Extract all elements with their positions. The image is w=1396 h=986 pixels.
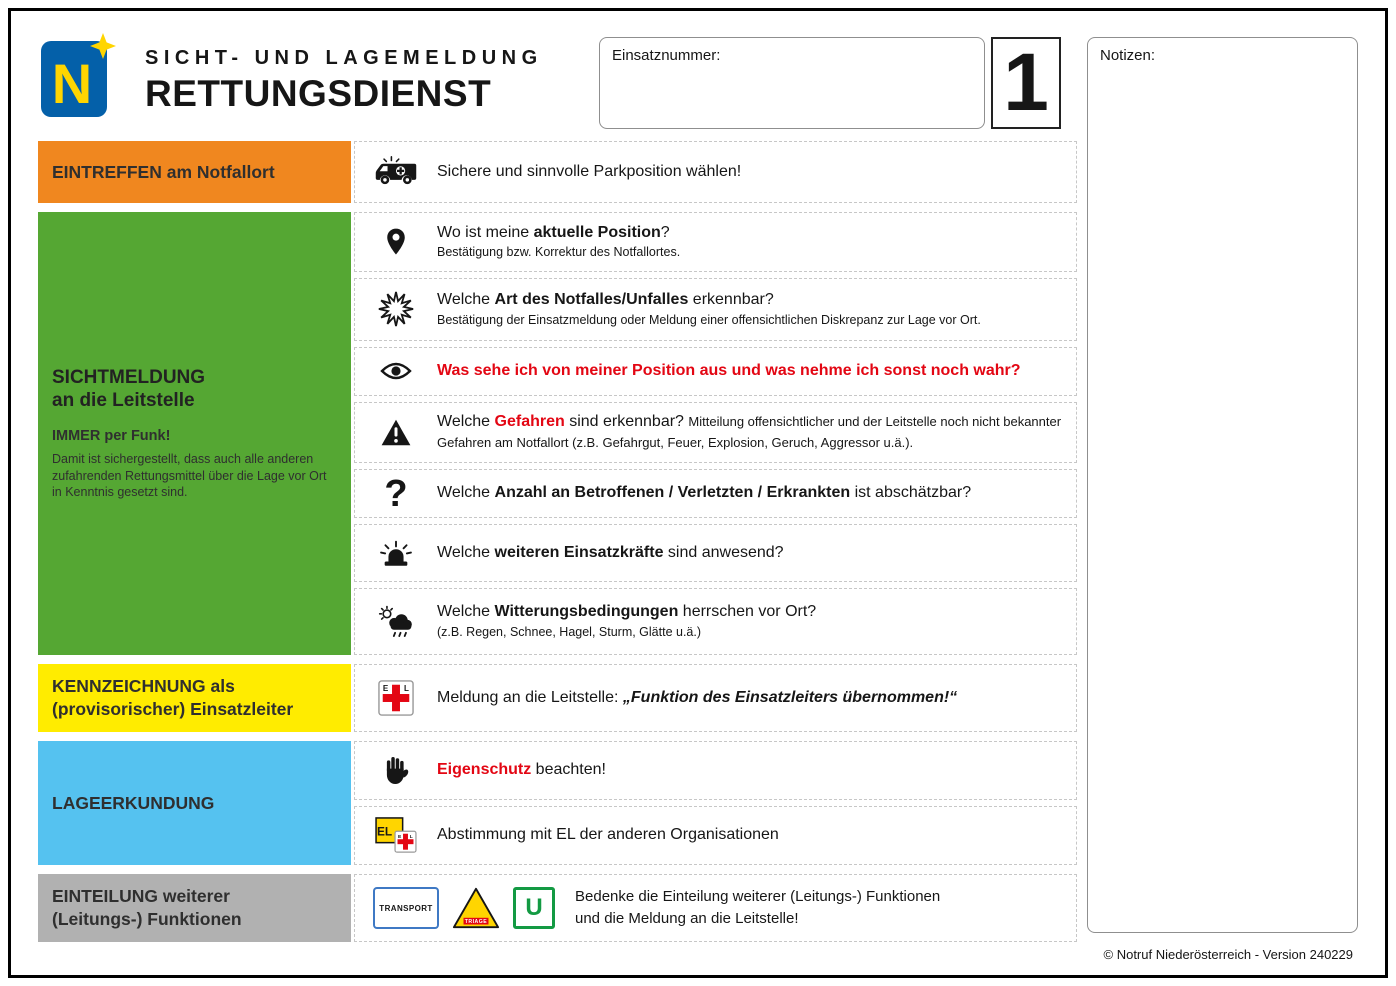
copyright-line: © Notruf Niederösterreich - Version 240229: [1103, 947, 1353, 962]
checklist-row-parkposition: [354, 141, 1077, 203]
row-text: Abstimmung mit EL der anderen Organisationen: [437, 826, 779, 844]
weather-sun-cloud-rain-icon: [367, 605, 425, 639]
checklist-row-eigenschutz: [354, 741, 1077, 800]
section-label-line1: EINTEILUNG weiterer: [52, 886, 230, 907]
section-label-subtitle: an die Leitstelle: [52, 390, 195, 412]
row-subtext: Bestätigung der Einsatzmeldung oder Meldung einer offensichtlichen Diskrepanz zur Lage vor Ort.: [437, 312, 981, 327]
section-lageerkundung: [38, 741, 1077, 865]
warning-triangle-icon: [367, 418, 425, 447]
section-label-text: LAGEERKUNDUNG: [52, 792, 215, 813]
svg-text:L: L: [409, 834, 413, 840]
checklist-row-abstimmung: [354, 806, 1077, 865]
section-label-title: SICHTMELDUNG: [52, 367, 206, 389]
el-cross-icon: [367, 680, 425, 716]
svg-text:EL: EL: [377, 824, 393, 839]
function-badges: [373, 886, 555, 930]
section-eintreffen: [38, 141, 1077, 203]
section-kennzeichnung: [38, 664, 1077, 732]
row-text-line2: und die Meldung an die Leitstelle!: [575, 910, 799, 927]
svg-text:TRIAGE: TRIAGE: [464, 919, 488, 926]
section-label-line1: KENNZEICHNUNG als: [52, 676, 235, 697]
document-title: RETTUNGSDIENST: [145, 73, 492, 114]
row-text: Welche weiteren Einsatzkräfte sind anwesend?: [437, 543, 784, 561]
section-label-text: EINTREFFEN am Notfallort: [52, 161, 275, 182]
section-label-kennzeichnung: [38, 664, 351, 732]
row-subtext: Bestätigung bzw. Korrektur des Notfallortes.: [437, 245, 681, 260]
notes-label: Notizen:: [1100, 47, 1156, 64]
eye-icon: [367, 360, 425, 382]
ambulance-icon: [367, 154, 425, 190]
title-block: [145, 47, 543, 115]
section-label-line2: (provisorischer) Einsatzleiter: [52, 699, 294, 719]
checklist-body: [38, 141, 1077, 942]
checklist-row-einsatzleiter-meldung: [354, 664, 1077, 732]
location-pin-icon: [367, 226, 425, 258]
row-text: Welche Witterungsbedingungen herrschen vor Ort?: [437, 603, 817, 621]
document-subtitle: SICHT- UND LAGEMELDUNG: [145, 47, 543, 69]
svg-text:N: N: [51, 52, 93, 115]
row-text: Welche Gefahren sind erkennbar? Mitteilung offensichtlicher und der Leitstelle noch nicht bekannter Gefahren am Notfallort (z.B. Gefahrgut, Feuer, Explosion, Geruch, Aggressor u.ä.).: [437, 412, 1062, 450]
section-sichtmeldung: [38, 212, 1077, 655]
svg-text:E: E: [398, 834, 402, 840]
section-label-line2: (Leitungs-) Funktionen: [52, 909, 242, 929]
notes-panel[interactable]: [1087, 37, 1358, 933]
section-einteilung: [38, 874, 1077, 942]
checklist-row-einsatzkraefte: [354, 524, 1077, 582]
row-text: Meldung an die Leitstelle: „Funktion des Einsatzleiters übernommen!“: [437, 688, 958, 706]
checklist-row-position: [354, 212, 1077, 272]
row-text: Wo ist meine aktuelle Position?: [437, 223, 670, 241]
stop-hand-icon: [367, 756, 425, 785]
row-subtext: (z.B. Regen, Schnee, Hagel, Sturm, Glätte u.ä.): [437, 625, 702, 640]
checklist-row-witterung: [354, 588, 1077, 655]
question-mark-icon: ?: [384, 472, 408, 515]
checklist-row-anzahl: [354, 469, 1077, 518]
einsatznummer-field[interactable]: [599, 37, 985, 129]
u-badge-icon: U: [513, 887, 555, 929]
checklist-row-art: [354, 278, 1077, 341]
row-text: Welche Anzahl an Betroffenen / Verletzten / Erkrankten ist abschätzbar?: [437, 484, 972, 502]
row-text: Was sehe ich von meiner Position aus und was nehme ich sonst noch wahr?: [437, 362, 1021, 379]
triage-triangle-icon: [452, 886, 500, 930]
niederoesterreich-logo-icon: [41, 33, 117, 122]
page-number: 1: [991, 37, 1061, 129]
row-text: Eigenschutz beachten!: [437, 761, 606, 779]
beacon-light-icon: [367, 538, 425, 568]
checklist-row-sicht: [354, 347, 1077, 396]
el-badge-icon: [367, 817, 425, 855]
row-text: Welche Art des Notfalles/Unfalles erkennbar?: [437, 291, 774, 309]
explosion-burst-icon: [367, 291, 425, 327]
section-label-lageerkundung: [38, 741, 351, 865]
protocol-card-page: [8, 8, 1388, 978]
checklist-row-gefahren: [354, 402, 1077, 463]
section-label-emphasis: IMMER per Funk!: [52, 428, 171, 445]
transport-badge-icon: TRANSPORT: [373, 887, 439, 929]
svg-text:L: L: [403, 684, 409, 694]
row-text: Sichere und sinnvolle Parkposition wählen!: [437, 162, 742, 180]
einsatznummer-label: Einsatznummer:: [612, 47, 721, 64]
section-label-sichtmeldung: [38, 212, 351, 655]
section-label-einteilung: [38, 874, 351, 942]
svg-text:E: E: [382, 684, 389, 694]
checklist-row-funktionen: [354, 874, 1077, 942]
section-label-eintreffen: [38, 141, 351, 203]
section-label-note: Damit ist sichergestellt, dass auch alle anderen zufahrenden Rettungsmittel über die Lage vor Ort in Kenntnis gesetzt sind.: [52, 452, 327, 500]
row-text-line1: Bedenke die Einteilung weiterer (Leitungs-) Funktionen: [575, 887, 941, 905]
